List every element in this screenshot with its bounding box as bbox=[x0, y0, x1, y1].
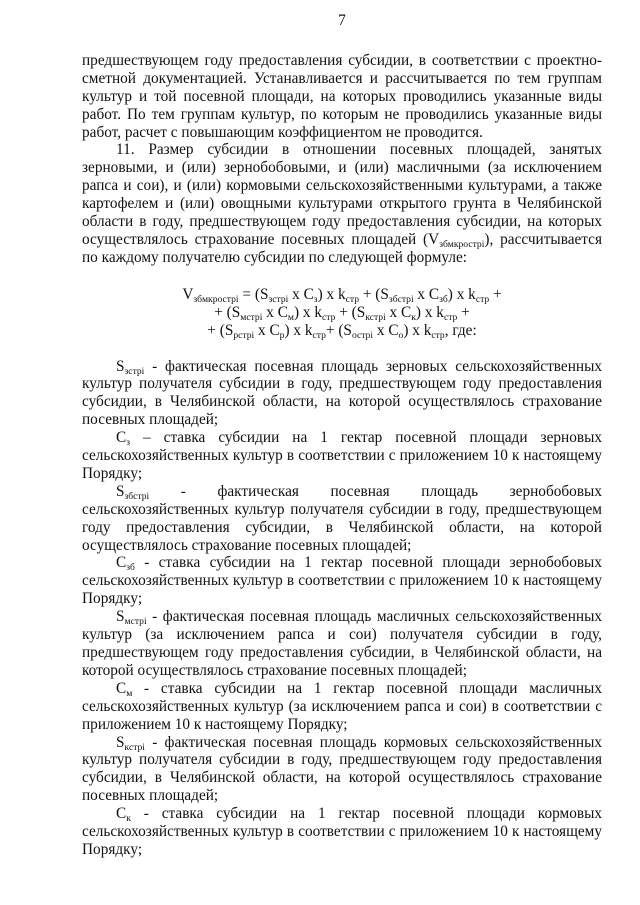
item-11-subscript: збмкрострі bbox=[439, 238, 485, 250]
definition-c-grain: $C_з$ – ставка субсидии на 1 гектар посевной площади зерновых сельскохозяйственных культур в соответствии с приложением 10 к настоящему Порядку; bbox=[82, 429, 602, 482]
definition-s-oilseed: $S_{мстрі}$ - фактическая посевная площадь масличных сельскохозяйственных культур (за исключением рапса и сои) получателя субсидии в году, предшествующем году предоставления субсидии, в Челябинской области, на которой осуществлялось страхование посевных площадей; bbox=[82, 608, 602, 679]
definition-c-oilseed: $C_м$ - ставка субсидии на 1 гектар посевной площади масличных сельскохозяйственных культур (за исключением рапса и сои) в соответствии с приложением 10 к настоящему Порядку; bbox=[82, 679, 602, 733]
page-number: 7 bbox=[338, 12, 346, 29]
definition-s-legumes-first-line: $S_{збстрі}$ - фактическая посевная площадь зернобобовых bbox=[116, 482, 602, 502]
formula-line-1: $V_{збмкрострі} = (S_{зстрі}$ x $C_з$) x $k_{стр} + (S_{збстрі}$ x $C_{зб}$) x $k_{стр}$ + bbox=[182, 285, 502, 305]
definition-s-legumes bbox=[82, 483, 602, 555]
definition-s-fodder: $S_{кстрі}$ - фактическая посевная площадь кормовых сельскохозяйственных культур получателя субсидии в году, предшествующем году предоставления субсидии, в Челябинской области, на которой осуществлялось страхование посевных площадей; bbox=[82, 733, 602, 805]
definition-c-fodder: $C_к$ - ставка субсидии на 1 гектар посевной площади кормовых сельскохозяйственных культур в соответствии с приложением 10 к настоящему Порядку; bbox=[82, 805, 602, 858]
intro-paragraph: предшествующем году предоставления субсидии, в соответствии с проектно-сметной документацией. Устанавливается и рассчитывается по тем группам культур и той посевной площади, на которых проводились указанные виды работ. По тем группам культур, по которым не проводились указанные виды работ, расчет с повышающим коэффициентом не проводится. bbox=[82, 51, 602, 141]
definition-s-grain: $S_{зстрі}$ - фактическая посевная площадь зерновых сельскохозяйственных культур получателя субсидии в году, предшествующем году предоставления субсидии, в Челябинской области, на которой осуществлялось страхование посевных площадей; bbox=[82, 357, 602, 429]
definition-s-legumes-rest: сельскохозяйственных культур получателя субсидии в году, предшествующем году предоставления субсидии, в Челябинской области, на которой осуществлялось страхование посевных площадей; bbox=[82, 500, 602, 554]
item-11-text-after: ), рассчитывается по каждому получателю субсидии по следующей формуле: bbox=[82, 230, 602, 266]
definition-c-legumes: $C_{зб}$ - ставка субсидии на 1 гектар посевной площади зернобобовых сельскохозяйственных культур в соответствии с приложением 10 к настоящему Порядку; bbox=[82, 554, 602, 608]
subsidy-formula bbox=[82, 286, 602, 340]
formula-line-2: + ($S_{мстрі}$ x $C_м$) x $k_{стр} + (S_{кстрі}$ x $C_к$) x $k_{стр}$ + bbox=[214, 303, 470, 323]
item-11-paragraph bbox=[82, 141, 602, 266]
formula-line-3: + ($S_{рстрі}$ x $C_р$) x $k_{стр}+ (S_{острі}$ x $C_о$) x $k_{стр}$, где: bbox=[207, 321, 477, 341]
item-11-text-before: 11. Размер субсидии в отношении посевных площадей, занятых зерновыми, и (или) зернобобовыми, и (или) масличными (за исключением рапса и сои), и (или) кормовыми сельскохозяйственными культурами, а также картофелем и (или) овощными культурами открытого грунта в Челябинской области в году, предшествующем году предоставления субсидии, на которых осуществлялось страхование посевных площадей (V bbox=[82, 141, 602, 248]
